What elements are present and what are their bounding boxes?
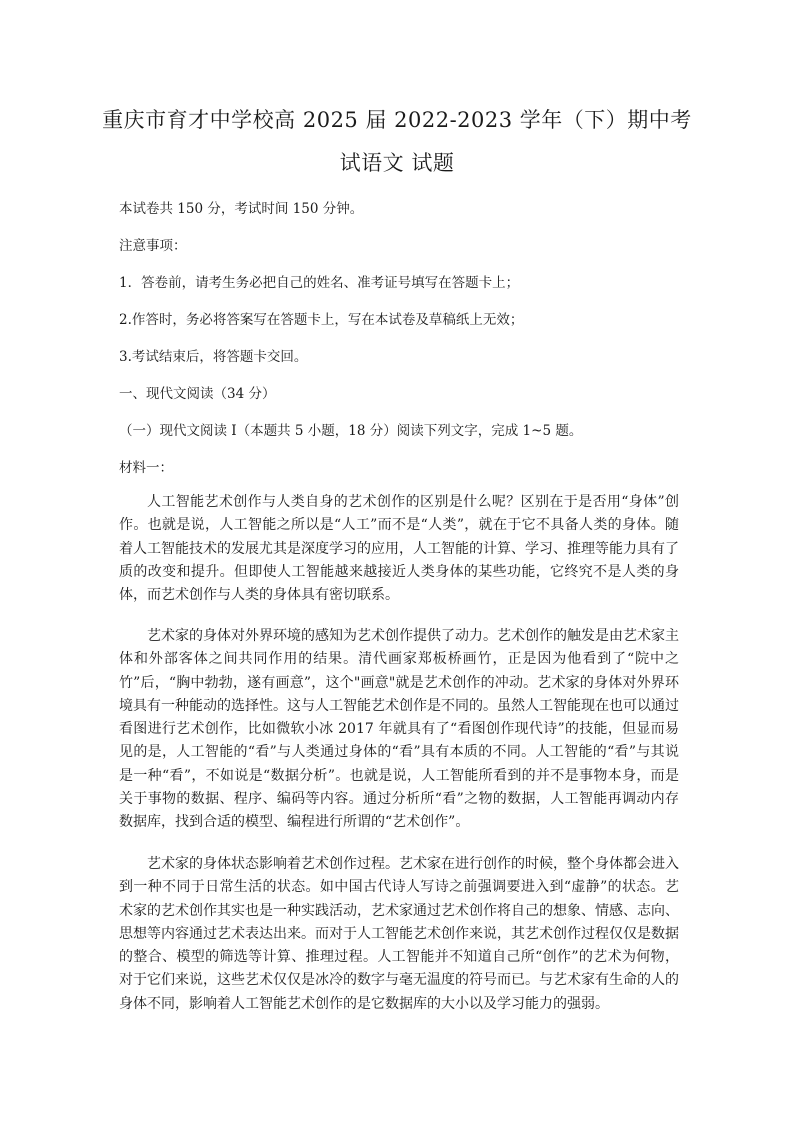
exam-title-line-2: 试语文 试题 <box>339 151 455 175</box>
notice-item-1: 1．答卷前，请考生务必把自己的姓名、准考证号填写在答题卡上； <box>119 275 520 291</box>
passage-paragraph-2: 艺术家的身体对外界环境的感知为艺术创作提供了动力。艺术创作的触发是由艺术家主体和外部客体之间共同作用的结果。清代画家郑板桥画竹，正是因为他看到了“院中之竹”后，“胸中勃勃，遂有画意”，这个"画意"就是艺术创作的冲动。艺术家的身体对外界环境具有一种能动的选择性。这与人工智能艺术创作是不同的。虽然人工智能现在也可以通过看图进行艺术创作，比如微软小冰 2017 年就具有了“看图创作现代诗”的技能，但显而易见的是，人工智能的“看”与人类通过身体的“看”具有本质的不同。人工智能的“看”与其说是一种“看”，不如说是“数据分析”。也就是说，人工智能所看到的并不是事物本身，而是关于事物的数据、程序、编码等内容。通过分析所“看”之物的数据，人工智能再调动内存数据库，找到合适的模型、编程进行所谓的“艺术创作”。 <box>119 628 679 831</box>
exam-intro: 本试卷共 150 分，考试时间 150 分钟。 <box>119 201 364 217</box>
passage-paragraph-1: 人工智能艺术创作与人类自身的艺术创作的区别是什么呢？区别在于是否用“身体”创作。也就是说，人工智能之所以是“人工”而不是“人类”，就在于它不具备人类的身体。随着人工智能技术的发展尤其是深度学习的应用，人工智能的计算、学习、推理等能力具有了质的改变和提升。但即使人工智能越来越接近人类身体的某些功能，它终究不是人类的身体，而艺术创作与人类的身体具有密切联系。 <box>119 494 679 604</box>
notice-item-2: 2.作答时，务必将答案写在答题卡上，写在本试卷及草稿纸上无效； <box>119 312 524 328</box>
section-subheading: （一）现代文阅读 I（本题共 5 小题，18 分）阅读下列文字，完成 1~5 题。 <box>119 423 583 439</box>
notice-heading: 注意事项： <box>119 238 187 254</box>
material-label: 材料一： <box>119 460 173 476</box>
notice-item-3: 3.考试结束后，将答题卡交回。 <box>119 349 308 365</box>
passage-paragraph-3: 艺术家的身体状态影响着艺术创作过程。艺术家在进行创作的时候，整个身体都会进入到一种不同于日常生活的状态。如中国古代诗人写诗之前强调要进入到“虚静”的状态。艺术家的艺术创作其实也是一种实践活动，艺术家通过艺术创作将自己的想象、情感、志向、思想等内容通过艺术表达出来。而对于人工智能艺术创作来说，其艺术创作过程仅仅是数据的整合、模型的筛选等计算、推理过程。人工智能并不知道自己所“创作”的艺术为何物，对于它们来说，这些艺术仅仅是冰冷的数字与毫无温度的符号而已。与艺术家有生命的人的身体不同，影响着人工智能艺术创作的是它数据库的大小以及学习能力的强弱。 <box>119 856 679 1012</box>
section-heading: 一、现代文阅读（34 分） <box>119 386 276 402</box>
exam-title-line-1: 重庆市育才中学校高 2025 届 2022-2023 学年（下）期中考 <box>102 108 692 132</box>
